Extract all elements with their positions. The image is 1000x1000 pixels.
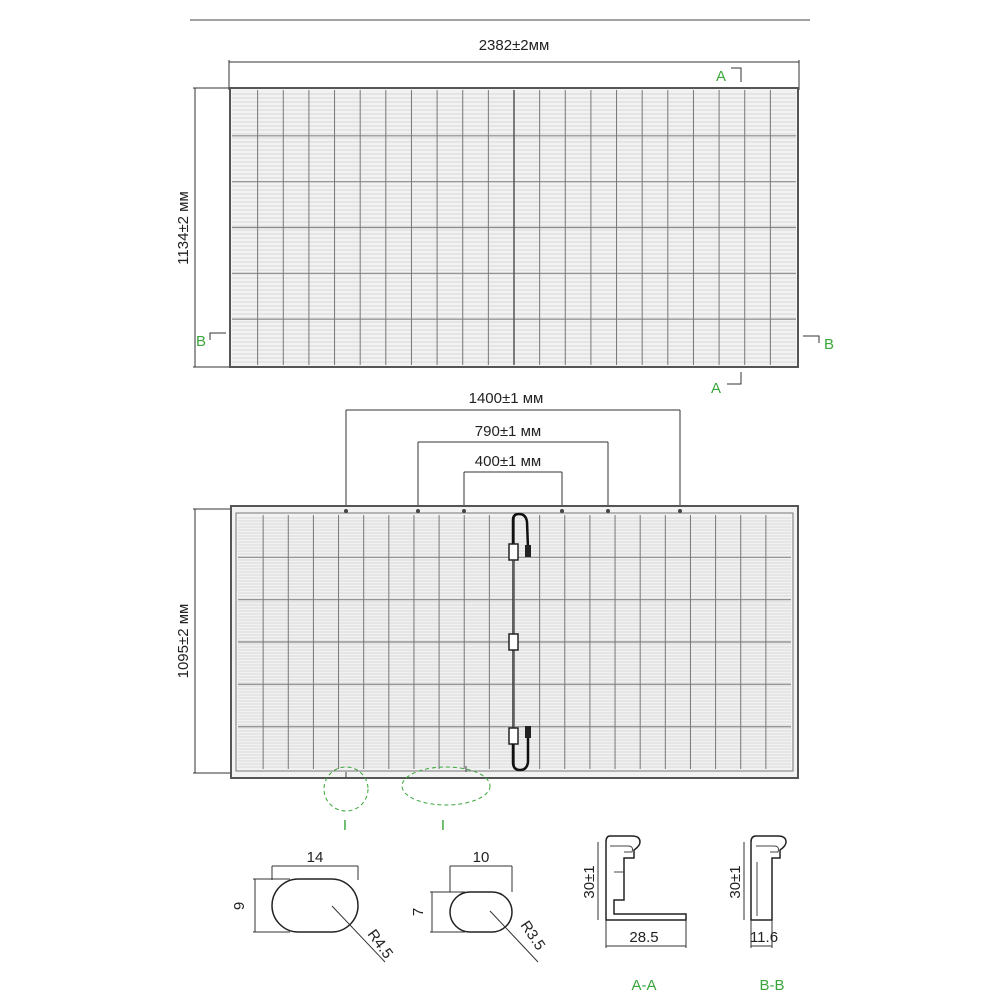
slot-large-width: 14 [306, 849, 324, 866]
mount-hole-3 [462, 509, 466, 513]
section-a-bottom: A [711, 380, 722, 397]
slot-small-height: 7 [410, 907, 427, 917]
mount-middle-label: 790±1 мм [474, 423, 542, 440]
mount-hole-4 [560, 509, 564, 513]
profile-bb-width: 11.6 [749, 929, 779, 946]
back-height-label: 1095±2 мм [175, 603, 192, 679]
mount-hole-5 [606, 509, 610, 513]
profile-aa-label: A-A [631, 977, 657, 994]
section-a-top: A [716, 68, 727, 85]
back-view [175, 390, 798, 834]
section-b-left-arrow [210, 333, 226, 340]
detail-label-2: I [440, 817, 446, 834]
mount-outer-label: 1400±1 мм [468, 390, 544, 407]
detail-label-1: I [342, 817, 348, 834]
profile-bb-label: B-B [759, 977, 785, 994]
section-a-bottom-arrow [727, 372, 741, 384]
front-width-label: 2382±2мм [478, 37, 550, 54]
slot-large-height: 9 [231, 901, 248, 911]
section-a-top-arrow [731, 68, 741, 82]
junction-box-middle [509, 634, 518, 650]
mount-hole-6 [678, 509, 682, 513]
slot-large-radius: R4.5 [363, 926, 397, 962]
slot-small-radius: R3.5 [516, 917, 549, 954]
mount-hole-1 [344, 509, 348, 513]
slot-large-detail [231, 849, 396, 962]
connector-bottom [525, 726, 531, 738]
slot-small-width: 10 [472, 849, 490, 866]
profile-aa-detail [581, 836, 686, 994]
section-b-left: B [196, 333, 207, 350]
profile-aa-height: 30±1 [581, 865, 598, 899]
profile-bb-height: 30±1 [727, 865, 744, 899]
junction-box-bottom [509, 728, 518, 744]
profile-bb-detail [727, 836, 786, 994]
mount-hole-2 [416, 509, 420, 513]
slot-small-shape [450, 892, 512, 932]
front-height-label: 1134±2 мм [175, 191, 192, 265]
profile-aa-shape [606, 836, 686, 920]
profile-aa-width: 28.5 [629, 929, 659, 946]
front-view [175, 37, 834, 397]
profile-bb-shape [751, 836, 786, 920]
section-b-right-arrow [803, 336, 819, 343]
junction-box-top [509, 544, 518, 560]
mount-inner-label: 400±1 мм [474, 453, 542, 470]
slot-small-detail [410, 849, 548, 962]
slot-large-shape [272, 879, 358, 932]
section-b-right: B [824, 336, 835, 353]
connector-top [525, 545, 531, 557]
